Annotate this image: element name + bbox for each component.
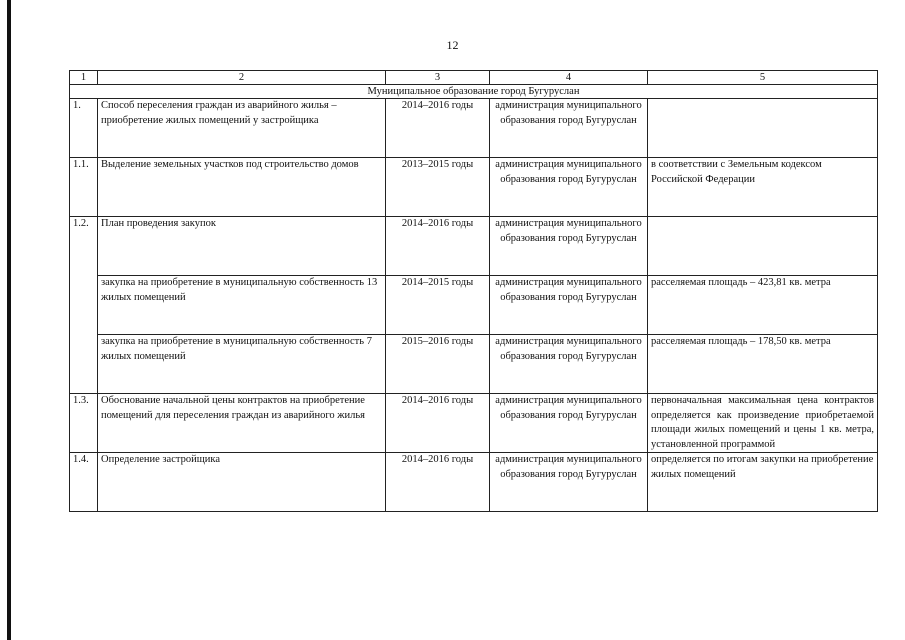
column-number: 4 — [490, 71, 648, 85]
table-row — [70, 276, 878, 335]
row-number — [70, 276, 98, 335]
executor-text: администрация муниципального образования город Бугуруслан — [490, 158, 648, 217]
table-row — [70, 99, 878, 158]
table-row — [70, 335, 878, 394]
period-text: 2014–2016 годы — [386, 453, 490, 512]
municipality-title: Муниципальное образование город Бугуруслан — [70, 85, 878, 99]
executor-text: администрация муниципального образования город Бугуруслан — [490, 453, 648, 512]
note-text — [648, 217, 878, 276]
municipality-row — [70, 85, 878, 99]
page-number: 12 — [446, 38, 459, 52]
note-text: расселяемая площадь – 178,50 кв. метра — [648, 335, 878, 394]
column-number: 1 — [70, 71, 98, 85]
executor-text: администрация муниципального образования город Бугуруслан — [490, 394, 648, 453]
executor-text: администрация муниципального образования город Бугуруслан — [490, 276, 648, 335]
table-row — [70, 217, 878, 276]
note-text: в соответствии с Земельным кодексом Российской Федерации — [648, 158, 878, 217]
row-number: 1.2. — [70, 217, 98, 276]
period-text: 2014–2015 годы — [386, 276, 490, 335]
row-number: 1. — [70, 99, 98, 158]
column-number: 2 — [98, 71, 386, 85]
measures-table — [69, 70, 878, 512]
measure-text: Обоснование начальной цены контрактов на приобретение помещений для переселения граждан из аварийного жилья — [98, 394, 386, 453]
row-number: 1.4. — [70, 453, 98, 512]
period-text: 2013–2015 годы — [386, 158, 490, 217]
measure-text: План проведения закупок — [98, 217, 386, 276]
table-row — [70, 453, 878, 512]
binding-bar — [7, 0, 11, 640]
period-text: 2014–2016 годы — [386, 99, 490, 158]
executor-text: администрация муниципального образования город Бугуруслан — [490, 99, 648, 158]
measure-text: Определение застройщика — [98, 453, 386, 512]
note-text: расселяемая площадь – 423,81 кв. метра — [648, 276, 878, 335]
period-text: 2015–2016 годы — [386, 335, 490, 394]
measure-text: Выделение земельных участков под строительство домов — [98, 158, 386, 217]
column-number: 5 — [648, 71, 878, 85]
table-row — [70, 394, 878, 453]
note-text: первоначальная максимальная цена контрактов определяется как произведение приобретаемой площади жилых помещений и цены 1 кв. метра, установленной программой — [648, 394, 878, 453]
note-text: определяется по итогам закупки на приобретение жилых помещений — [648, 453, 878, 512]
executor-text: администрация муниципального образования город Бугуруслан — [490, 335, 648, 394]
column-number: 3 — [386, 71, 490, 85]
measure-text: закупка на приобретение в муниципальную собственность 7 жилых помещений — [98, 335, 386, 394]
table-row — [70, 158, 878, 217]
period-text: 2014–2016 годы — [386, 394, 490, 453]
row-number: 1.1. — [70, 158, 98, 217]
measure-text: Способ переселения граждан из аварийного жилья – приобретение жилых помещений у застройщика — [98, 99, 386, 158]
column-number-row — [70, 71, 878, 85]
row-number: 1.3. — [70, 394, 98, 453]
executor-text: администрация муниципального образования город Бугуруслан — [490, 217, 648, 276]
measure-text: закупка на приобретение в муниципальную собственность 13 жилых помещений — [98, 276, 386, 335]
period-text: 2014–2016 годы — [386, 217, 490, 276]
note-text — [648, 99, 878, 158]
row-number — [70, 335, 98, 394]
